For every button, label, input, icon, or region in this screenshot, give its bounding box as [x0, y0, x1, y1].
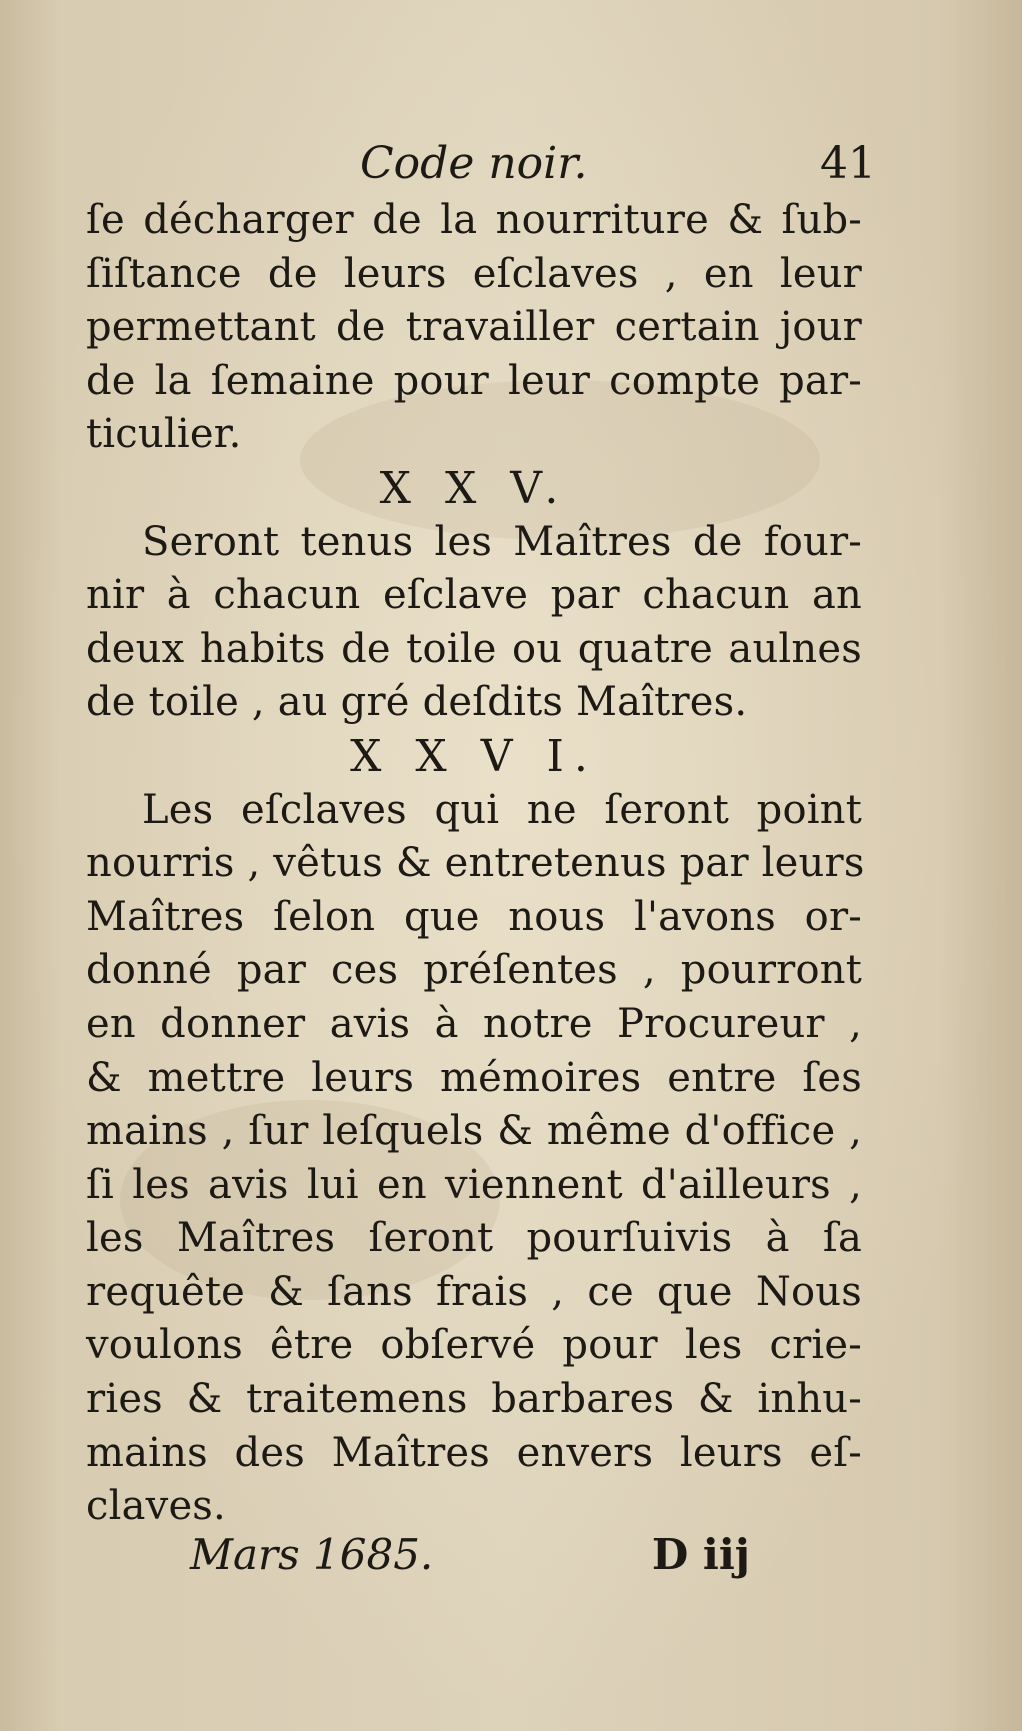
text-line: ticulier. [86, 411, 242, 458]
article-heading: X X V I. [350, 730, 598, 782]
footer-date: Mars 1685. [190, 1530, 434, 1579]
text-line: en donner avis à notre Procureur , [86, 1000, 862, 1047]
text-line: ſiſtance de leurs eſclaves , en leur [86, 250, 862, 297]
page-footer [190, 1530, 750, 1586]
text-line: permettant de travailler certain jour [86, 304, 862, 351]
text-line: nir à chacun eſclave par chacun an [86, 572, 862, 619]
text-line: donné par ces préſentes , pourront [86, 947, 862, 994]
text-line: de toile , au gré deſdits Maîtres. [86, 679, 748, 726]
text-line: ſe décharger de la nourriture & ſub- [86, 197, 862, 243]
text-line: les Maîtres ſeront pourſuivis à ſa [86, 1215, 862, 1262]
text-line: deux habits de toile ou quatre aulnes [86, 625, 862, 672]
article-heading: X X V. [379, 462, 569, 514]
running-header [86, 138, 876, 194]
text-line: Les eſclaves qui ne ſeront point [142, 786, 862, 833]
text-line: mains , ſur leſquels & même d'office , [86, 1108, 862, 1155]
text-line: claves. [86, 1483, 226, 1530]
signature-mark: D iij [651, 1530, 750, 1579]
text-line: nourris , vêtus & entretenus par leurs [86, 840, 865, 887]
running-title: Code noir. [360, 138, 588, 189]
text-line: & mettre leurs mémoires entre ſes [86, 1054, 862, 1101]
text-line: Maîtres ſelon que nous l'avons or- [86, 893, 862, 940]
page-number: 41 [820, 138, 876, 189]
text-line: requête & ſans frais , ce que Nous [86, 1268, 862, 1315]
text-line: de la ſemaine pour leur compte par- [86, 357, 862, 404]
text-line: ſi les avis lui en viennent d'ailleurs , [86, 1161, 862, 1208]
text-line: ries & traitemens barbares & inhu- [86, 1376, 862, 1423]
body-text [86, 194, 865, 1534]
text-line: Seront tenus les Maîtres de four- [142, 518, 862, 565]
text-line: mains des Maîtres envers leurs eſ- [86, 1429, 862, 1476]
text-line: voulons être obſervé pour les crie- [86, 1322, 862, 1369]
